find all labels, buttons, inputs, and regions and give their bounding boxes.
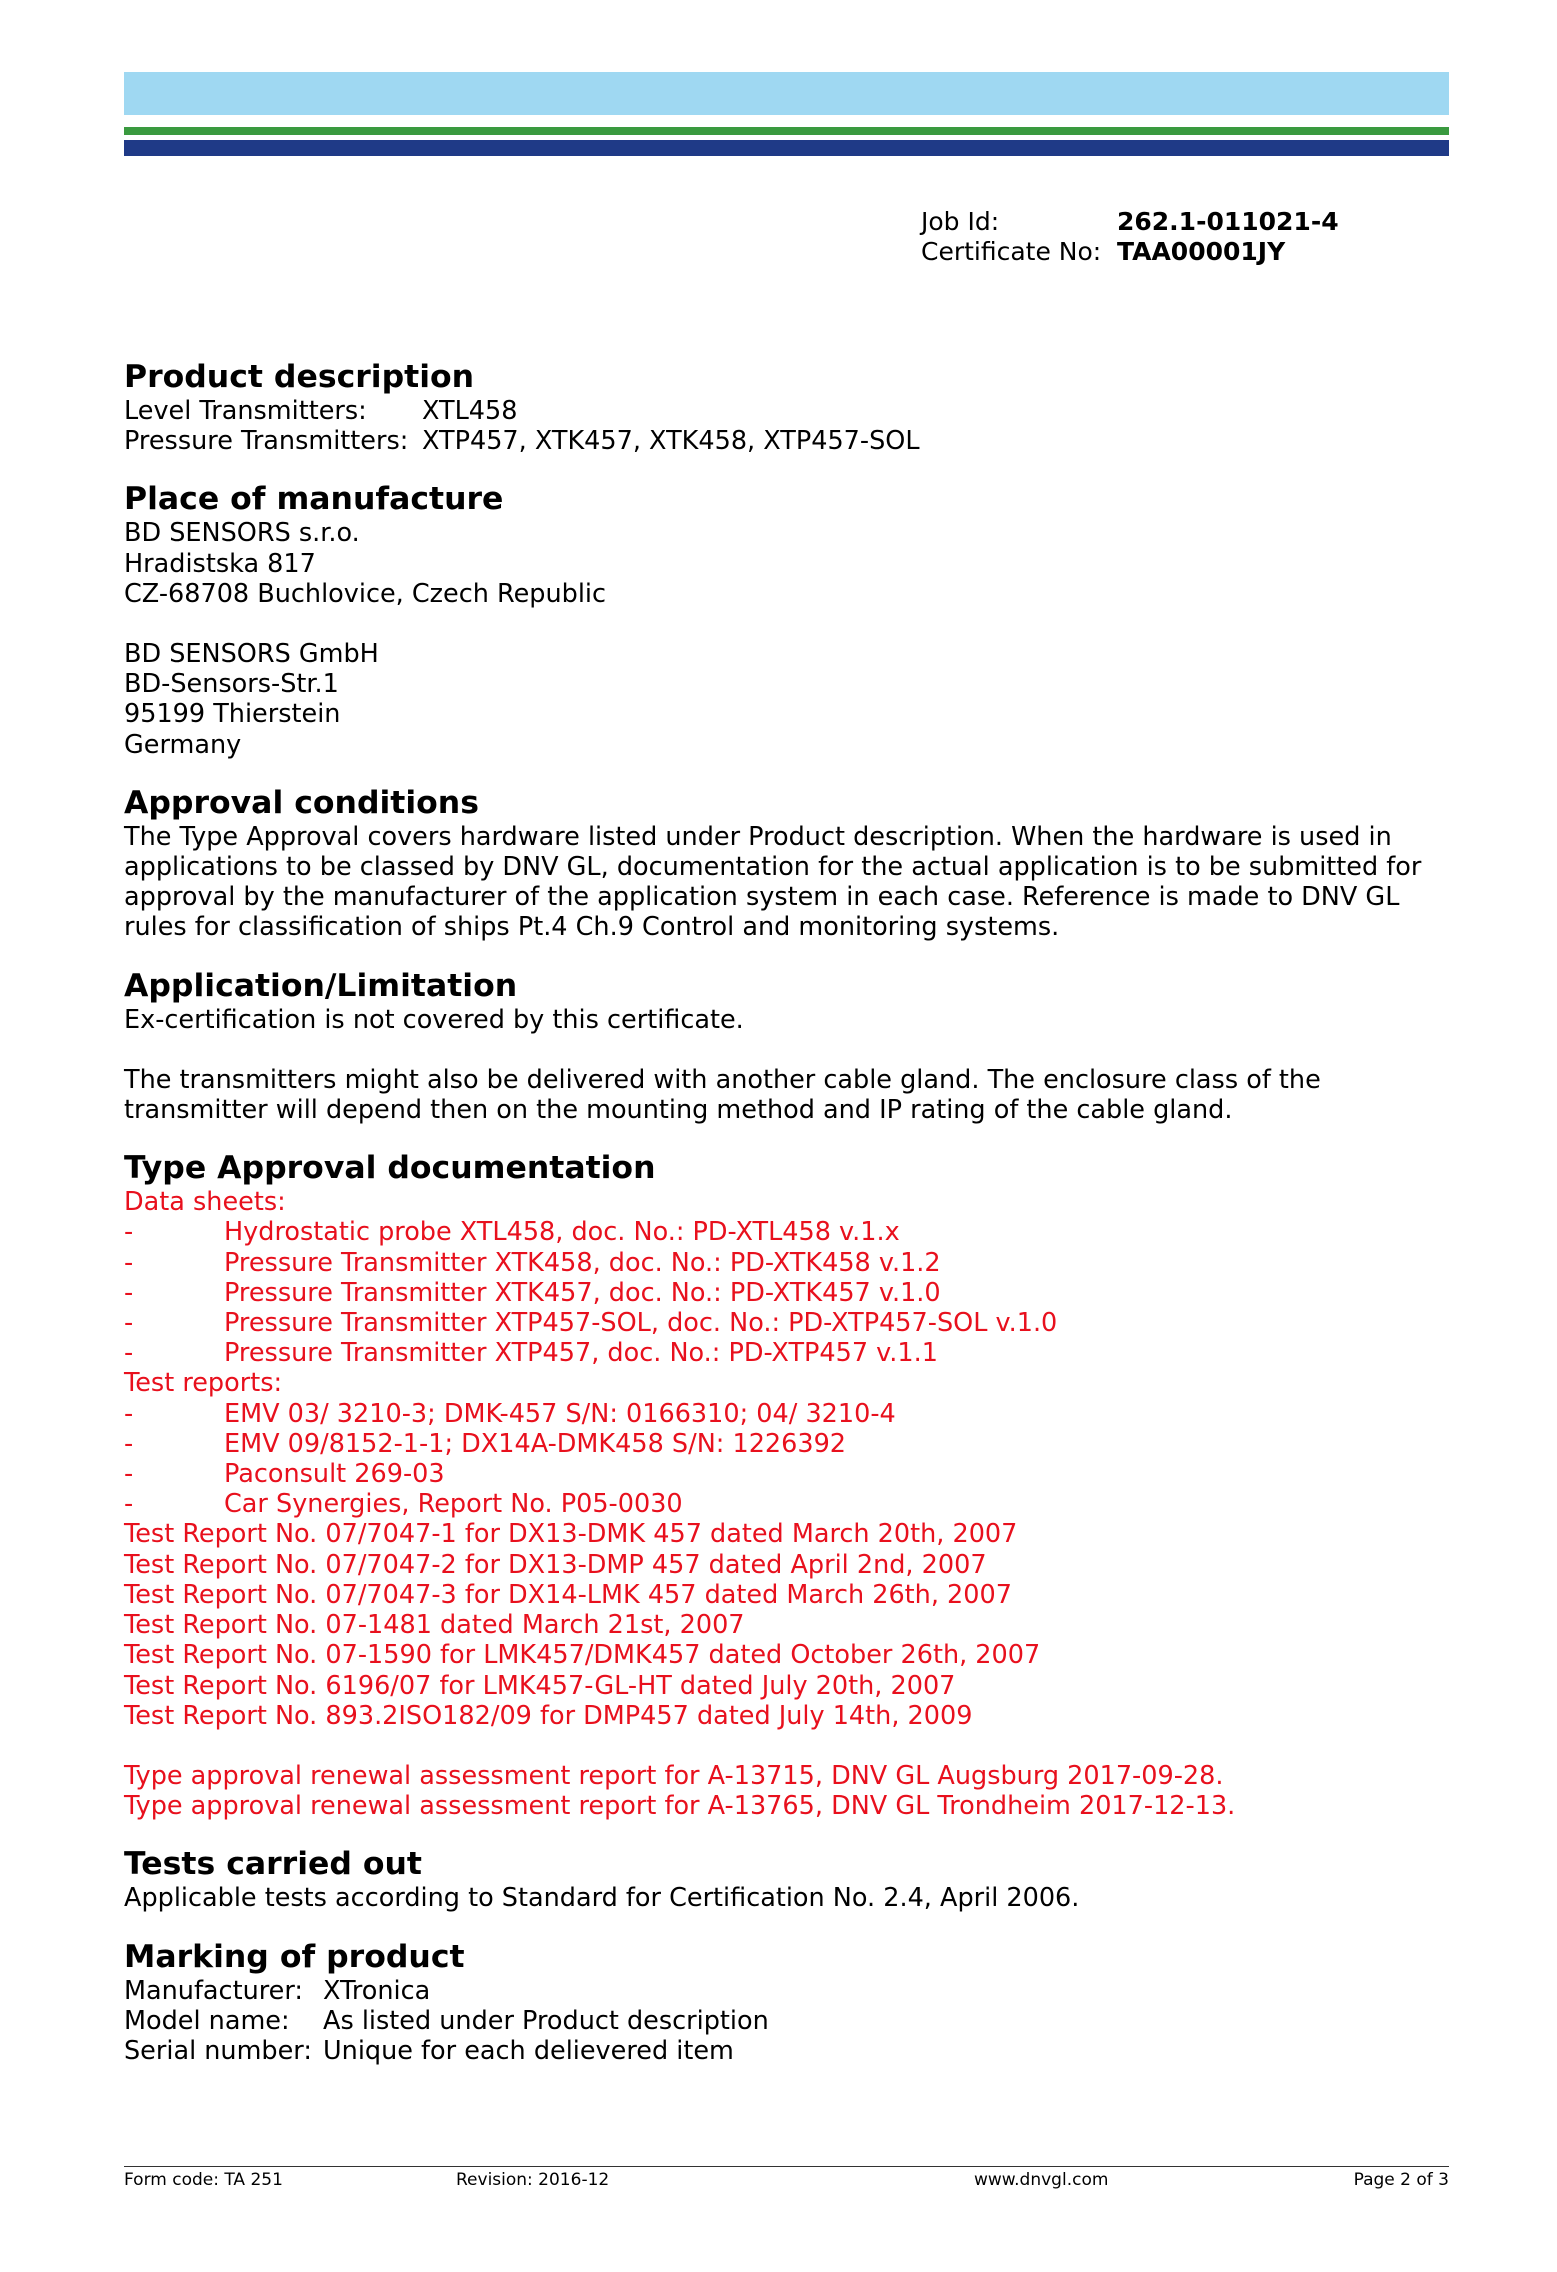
heading-product-description: Product description [124, 359, 475, 395]
list-item [124, 1217, 1454, 1247]
header-band-navy [124, 140, 1449, 156]
marking-value: Unique for each delievered item [323, 2035, 734, 2066]
list-item [124, 1459, 1454, 1489]
list-item [124, 1338, 1454, 1368]
list-item [124, 1278, 1454, 1308]
section-approval-conditions [124, 784, 1454, 943]
data-sheet-item: Pressure Transmitter XTP457-SOL, doc. No.: PD-XTP457-SOL v.1.0 [224, 1308, 1058, 1339]
address-line: BD-Sensors-Str.1 [124, 669, 339, 700]
test-report-item: Paconsult 269-03 [224, 1459, 445, 1490]
renewal-line: Type approval renewal assessment report for A-13715, DNV GL Augsburg 2017-09-28. [124, 1760, 1224, 1791]
footer-form-code: Form code: TA 251 [124, 2170, 283, 2190]
marking-label: Model name: [124, 2005, 290, 2036]
product-row-label: Pressure Transmitters: [124, 426, 409, 457]
renewal-line: Type approval renewal assessment report for A-13765, DNV GL Trondheim 2017-12-13. [124, 1791, 1236, 1822]
approval-conditions-text: The Type Approval covers hardware listed under Product description. When the hardware is used in applications to be classed by DNV GL, documentation for the actual application is to be submitted for approval by the manufacturer of the application system in each case. Reference is made to DNV GL rules for classification of ships Pt.4 Ch.9 Control and monitoring systems. [124, 821, 1422, 943]
dash: - [124, 1428, 134, 1459]
marking-label: Manufacturer: [124, 1975, 303, 2006]
list-item [124, 1399, 1454, 1429]
report-line: Test Report No. 07/7047-1 for DX13-DMK 457 dated March 20th, 2007 [124, 1519, 1018, 1550]
product-row-value: XTL458 [422, 396, 518, 426]
section-place-of-manufacture [124, 480, 1454, 759]
dash: - [124, 1277, 134, 1308]
report-line: Test Report No. 893.2ISO182/09 for DMP457 dated July 14th, 2009 [124, 1700, 973, 1731]
test-report-item: EMV 03/ 3210-3; DMK-457 S/N: 0166310; 04/ 3210-4 [224, 1398, 896, 1429]
certificate-no-value: TAA00001JY [1117, 237, 1286, 266]
section-tests-carried-out [124, 1845, 1454, 1913]
tests-text: Applicable tests according to Standard for Certification No. 2.4, April 2006. [124, 1883, 1080, 1914]
limitation-para-2: The transmitters might also be delivered with another cable gland. The enclosure class of the transmitter will depend then on the mounting method and IP rating of the cable gland. [124, 1064, 1321, 1126]
header-band-green [124, 127, 1449, 135]
heading-marking-of-product: Marking of product [124, 1938, 465, 1975]
dash: - [124, 1308, 134, 1339]
product-row [124, 396, 1454, 426]
footer-revision: Revision: 2016-12 [456, 2170, 610, 2190]
job-id-value: 262.1-011021-4 [1117, 207, 1339, 236]
test-report-item: EMV 09/8152-1-1; DX14A-DMK458 S/N: 1226392 [224, 1428, 847, 1459]
section-application-limitation [124, 967, 1454, 1126]
footer-website[interactable]: www.dnvgl.com [974, 2170, 1109, 2190]
test-reports-label: Test reports: [124, 1368, 283, 1399]
report-line: Test Report No. 07/7047-2 for DX13-DMP 457 dated April 2nd, 2007 [124, 1549, 987, 1580]
heading-tests-carried-out: Tests carried out [124, 1846, 422, 1883]
report-line: Test Report No. 07-1481 dated March 21st, 2007 [124, 1610, 745, 1641]
data-sheet-item: Pressure Transmitter XTK457, doc. No.: PD-XTK457 v.1.0 [224, 1277, 941, 1308]
address-line: CZ-68708 Buchlovice, Czech Republic [124, 578, 607, 609]
product-row [124, 426, 1454, 456]
test-report-item: Car Synergies, Report No. P05-0030 [224, 1489, 683, 1520]
certificate-body [124, 358, 1454, 2090]
footer [124, 2170, 1449, 2194]
dash: - [124, 1247, 134, 1278]
job-id-label: Job Id: [921, 207, 1000, 236]
section-product-description [124, 358, 1454, 456]
dash: - [124, 1398, 134, 1429]
section-type-approval-documentation [124, 1149, 1454, 1821]
product-row-label: Level Transmitters: [124, 396, 367, 426]
marking-row [124, 2036, 1454, 2066]
data-sheet-item: Pressure Transmitter XTK458, doc. No.: PD-XTK458 v.1.2 [224, 1247, 941, 1278]
address-line: 95199 Thierstein [124, 699, 341, 730]
certificate-no-label: Certificate No: [921, 237, 1102, 266]
heading-application-limitation: Application/Limitation [124, 967, 518, 1004]
heading-approval-conditions: Approval conditions [124, 784, 479, 821]
footer-divider [124, 2166, 1449, 2167]
heading-type-approval-documentation: Type Approval documentation [124, 1150, 656, 1187]
list-item [124, 1308, 1454, 1338]
list-item [124, 1489, 1454, 1519]
list-item [124, 1248, 1454, 1278]
data-sheets-label: Data sheets: [124, 1187, 286, 1218]
marking-row [124, 2006, 1454, 2036]
marking-row [124, 1976, 1454, 2006]
address-line: Hradistska 817 [124, 548, 316, 579]
list-item [124, 1429, 1454, 1459]
address-line: BD SENSORS GmbH [124, 639, 379, 670]
section-marking-of-product [124, 1938, 1454, 2067]
data-sheet-item: Hydrostatic probe XTL458, doc. No.: PD-XTL458 v.1.x [224, 1217, 900, 1248]
report-line: Test Report No. 07/7047-3 for DX14-LMK 457 dated March 26th, 2007 [124, 1579, 1012, 1610]
address-line: Germany [124, 729, 242, 760]
data-sheet-item: Pressure Transmitter XTP457, doc. No.: PD-XTP457 v.1.1 [224, 1338, 938, 1369]
address-line: BD SENSORS s.r.o. [124, 518, 360, 549]
dash: - [124, 1338, 134, 1369]
certificate-ids [921, 207, 1339, 267]
footer-page-number: Page 2 of 3 [1353, 2170, 1449, 2190]
limitation-para-1: Ex-certification is not covered by this certificate. [124, 1004, 744, 1035]
dash: - [124, 1489, 134, 1520]
dash: - [124, 1217, 134, 1248]
marking-value: As listed under Product description [323, 2005, 769, 2036]
marking-label: Serial number: [124, 2035, 312, 2066]
marking-value: XTronica [323, 1975, 431, 2006]
report-line: Test Report No. 07-1590 for LMK457/DMK457 dated October 26th, 2007 [124, 1640, 1041, 1671]
product-row-value: XTP457, XTK457, XTK458, XTP457-SOL [422, 426, 920, 457]
report-line: Test Report No. 6196/07 for LMK457-GL-HT dated July 20th, 2007 [124, 1670, 956, 1701]
dash: - [124, 1459, 134, 1490]
heading-place-of-manufacture: Place of manufacture [124, 481, 504, 518]
header-band-light-blue [124, 72, 1449, 115]
